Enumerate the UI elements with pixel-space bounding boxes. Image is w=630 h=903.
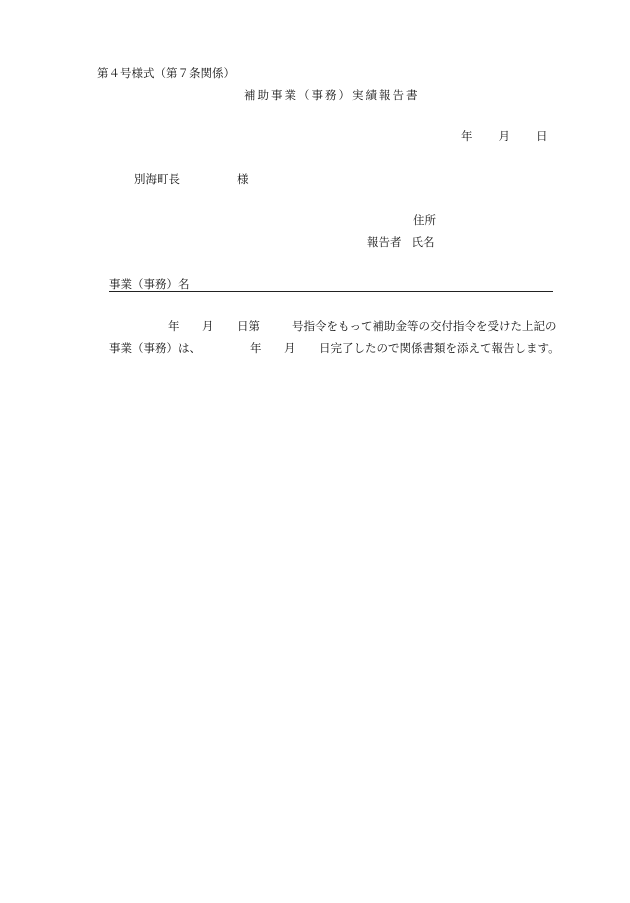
report-date: [461, 131, 548, 143]
recipient: [134, 174, 249, 186]
body-text-line-2: [109, 343, 560, 355]
recipient-name: 別海町長: [134, 172, 180, 186]
date-month-label: 月: [498, 129, 510, 143]
body-completion-year-label: 年: [250, 341, 262, 355]
date-day-label: 日: [536, 129, 548, 143]
recipient-honorific: 様: [237, 172, 249, 186]
body-line-2-text: 日完了したので関係書類を添えて報告します。: [319, 341, 560, 355]
document-title: 補助事業（事務）実績報告書: [244, 88, 420, 102]
name-label: 氏名: [411, 235, 435, 249]
body-line-1-text: 号指令をもって補助金等の交付指令を受けた上記の: [292, 319, 557, 333]
body-month-label: 月: [202, 319, 214, 333]
form-number: 第４号様式（第７条関係）: [97, 66, 235, 80]
body-year-label: 年: [168, 319, 180, 333]
body-completion-month-label: 月: [284, 341, 296, 355]
address-label: 住所: [413, 213, 436, 227]
project-name-field: [109, 279, 553, 292]
body-lead-text: 事業（事務）は、: [109, 341, 201, 355]
reporter-label: 報告者: [367, 235, 402, 249]
project-name-label: 事業（事務）名: [109, 277, 190, 291]
body-text-line-1: [168, 321, 557, 333]
date-year-label: 年: [461, 129, 473, 143]
body-day-number-label: 日第: [237, 319, 260, 333]
reporter: [367, 237, 435, 249]
